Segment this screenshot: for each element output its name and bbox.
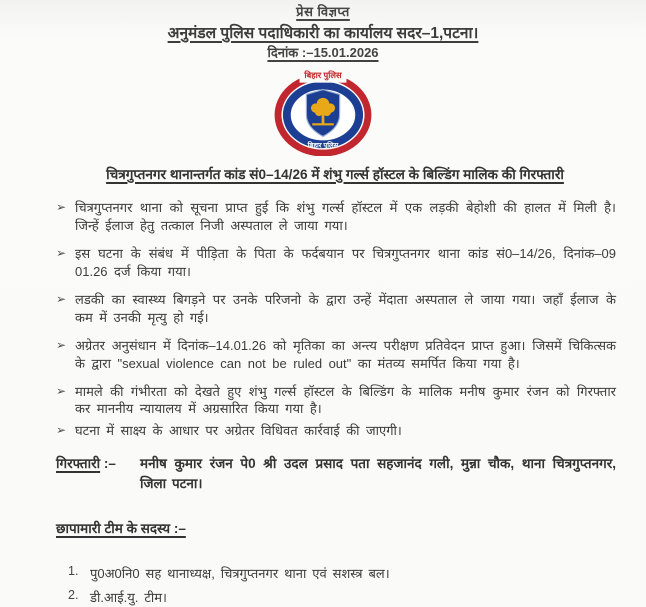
emblem-top-text: बिहार पुलिस bbox=[304, 69, 342, 80]
arrow-bullet-icon: ➢ bbox=[56, 291, 67, 306]
bullet-item bbox=[56, 245, 616, 281]
bullet-list bbox=[56, 199, 616, 440]
document-date: दिनांक :–15.01.2026 bbox=[267, 45, 379, 60]
arrest-label-word: गिरफ्तारी bbox=[56, 456, 101, 472]
raid-team-list bbox=[68, 564, 616, 606]
team-member-text: पु0अ0नि0 सह थानाध्यक्ष, चित्रगुप्तनगर थाना एवं सशस्त्र बल। bbox=[90, 566, 390, 582]
bullet-text: इस घटना के संबंध में पीड़िता के पिता के फर्दबयान पर चित्रगुप्तनगर थाना कांड सं0–14/26, दिनांक–09 01.26 दर्ज किया गया। bbox=[75, 245, 616, 279]
team-member-number: 2. bbox=[68, 588, 79, 603]
emblem-bottom-text: बिहार पुलिस bbox=[307, 142, 339, 150]
arrow-bullet-icon: ➢ bbox=[56, 200, 67, 214]
bullet-item bbox=[56, 199, 616, 235]
arrow-bullet-icon: ➢ bbox=[56, 423, 67, 438]
arrest-section bbox=[56, 454, 616, 493]
arrow-bullet-icon: ➢ bbox=[56, 337, 67, 352]
bullet-text: लडकी का स्वास्थ्य बिगड़ने पर उनके परिजनो के द्वारा उन्हें मेंदाता अस्पताल ले जाया गया। जहाँ ईलाज के कम में उनकी मृत्यु हो गई। bbox=[75, 291, 616, 325]
bullet-item bbox=[56, 422, 616, 440]
office-name: अनुमंडल पुलिस पदाधिकारी का कार्यालय सदर–1,पटना। bbox=[167, 25, 479, 42]
arrow-bullet-icon: ➢ bbox=[56, 383, 67, 398]
arrest-label bbox=[56, 454, 126, 493]
bullet-item bbox=[56, 291, 616, 327]
bullet-text: घटना में साक्ष्य के आधार पर अग्रेतर विधिवत कार्रवाई की जाएगी। bbox=[75, 423, 402, 439]
raid-team-heading: छापामारी टीम के सदस्य :– bbox=[56, 521, 186, 537]
bullet-item bbox=[56, 337, 616, 373]
team-member-row bbox=[68, 564, 616, 582]
bullet-item bbox=[56, 383, 616, 419]
bullet-text: मामले की गंभीरता को देखते हुए शंभु गर्ल्स हॉस्टल के बिल्डिंग के मालिक मनीष कुमार रंजन को गिरफ्तार कर माननीय न्यायालय में अग्रसारित किया गया है। bbox=[75, 383, 616, 417]
team-member-row bbox=[68, 588, 616, 606]
news-headline: चित्रगुप्तनगर थानान्तर्गत कांड सं0–14/26 में शंभु गर्ल्स हॉस्टल के बिल्डिंग मालिक की गिरफ्तारी bbox=[106, 167, 564, 182]
team-member-number: 1. bbox=[68, 564, 79, 579]
arrest-label-separator: :– bbox=[100, 456, 116, 472]
team-member-text: डी.आई.यु. टीम। bbox=[90, 590, 167, 606]
arrow-bullet-icon: ➢ bbox=[56, 245, 67, 260]
bullet-text: चित्रगुप्तनगर थाना को सूचना प्राप्त हुई कि शंभु गर्ल्स हॉस्टल में एक लड़की बेहोशी की हालत में मिली है। जिन्हें ईलाज हेतु तत्काल निजी अस्पताल ले जाया गया। bbox=[75, 200, 616, 233]
bihar-police-emblem-icon bbox=[273, 68, 373, 156]
document-title: प्रेस विज्ञप्त bbox=[296, 4, 350, 19]
arrest-details: मनीष कुमार रंजन पे0 श्री उदल प्रसाद पता सहजानंद गली, मुन्ना चौक, थाना चित्रगुप्तनगर, जिला पटना। bbox=[140, 456, 616, 491]
bullet-text: अग्रेतर अनुसंधान में दिनांक–14.01.26 को मृतिका का अन्त्य परीक्षण प्रतिवेदन प्राप्त हुआ। जिसमें चिकित्सक के द्वारा "sexual violence can not be ruled out" का मंतव्य समर्पित किया गया है। bbox=[75, 337, 616, 371]
